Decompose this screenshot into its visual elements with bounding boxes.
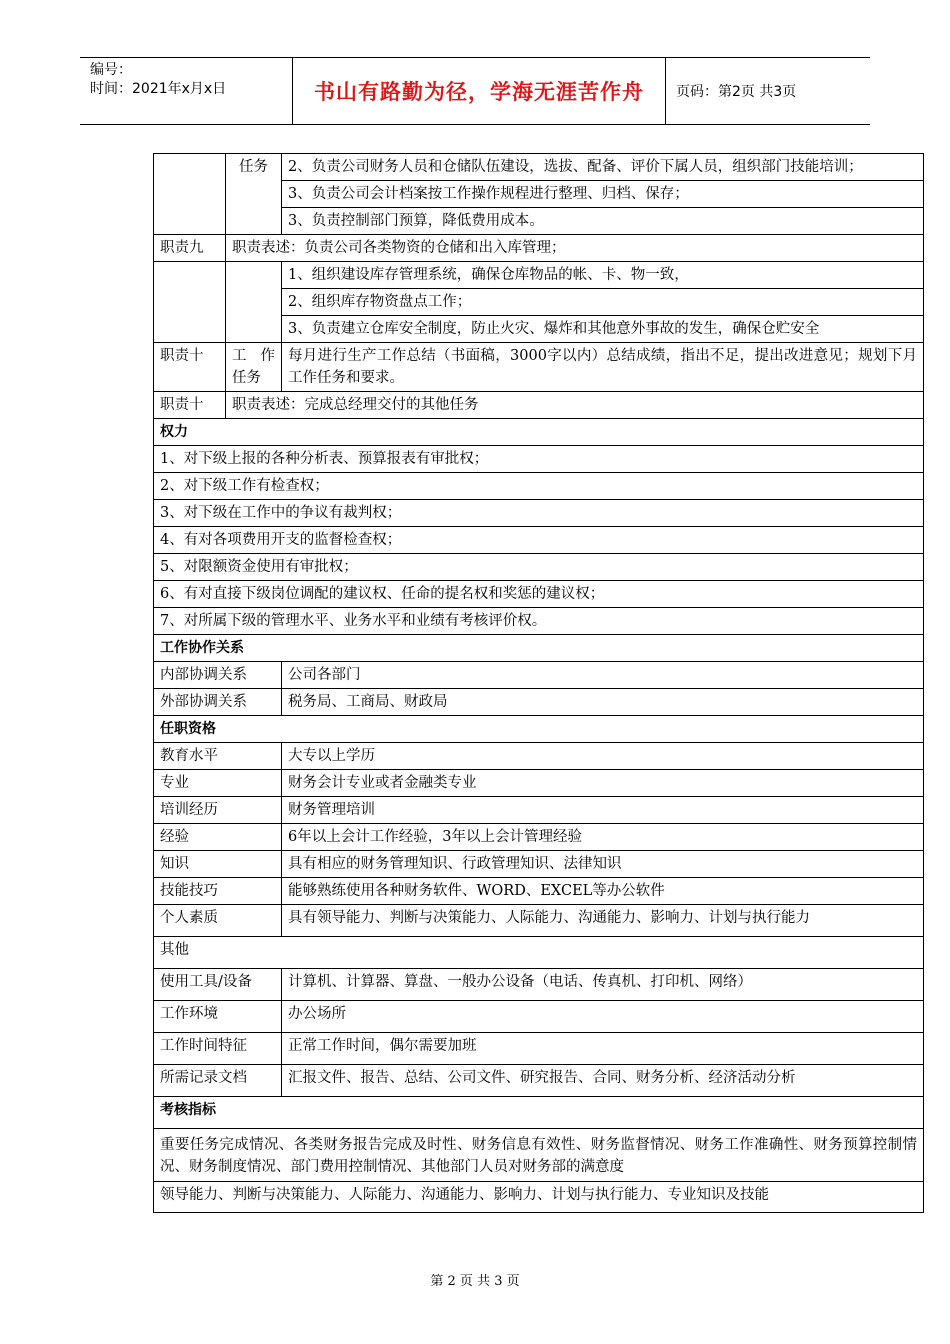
task-item: 3、负责建立仓库安全制度，防止火灾、爆炸和其他意外事故的发生，确保仓贮安全 <box>282 316 924 343</box>
table-row <box>154 235 924 262</box>
table-row <box>154 905 924 937</box>
page-header <box>80 57 870 125</box>
section-title-authority: 权力 <box>154 419 924 446</box>
header-page-info: 页码：第2页 共3页 <box>676 84 797 100</box>
row-value: 公司各部门 <box>282 662 924 689</box>
table-row <box>154 419 924 446</box>
row-value: 财务管理培训 <box>282 797 924 824</box>
authority-item: 7、对所属下级的管理水平、业务水平和业绩有考核评价权。 <box>154 608 924 635</box>
section-title-assessment: 考核指标 <box>154 1097 924 1129</box>
row-value: 能够熟练使用各种财务软件、WORD、EXCEL等办公软件 <box>282 878 924 905</box>
assessment-item: 领导能力、判断与决策能力、人际能力、沟通能力、影响力、计划与执行能力、专业知识及技能 <box>154 1182 924 1213</box>
task-item: 每月进行生产工作总结（书面稿，3000字以内）总结成绩，指出不足，提出改进意见；规划下月工作任务和要求。 <box>282 343 924 392</box>
list-item <box>154 581 924 608</box>
table-row <box>154 1065 924 1097</box>
row-label: 外部协调关系 <box>154 689 282 716</box>
authority-item: 6、有对直接下级岗位调配的建议权、任命的提名权和奖惩的建议权； <box>154 581 924 608</box>
task-item: 3、负责控制部门预算，降低费用成本。 <box>282 208 924 235</box>
table-row <box>154 743 924 770</box>
list-item <box>154 500 924 527</box>
list-item <box>154 473 924 500</box>
duty-label-cell <box>154 262 226 343</box>
table-row <box>154 689 924 716</box>
table-row <box>154 937 924 969</box>
task-item: 2、组织库存物资盘点工作； <box>282 289 924 316</box>
table-row <box>154 262 924 289</box>
list-item <box>154 1129 924 1182</box>
row-label: 所需记录文档 <box>154 1065 282 1097</box>
table-row <box>154 635 924 662</box>
row-value: 大专以上学历 <box>282 743 924 770</box>
table-row <box>154 392 924 419</box>
task-label-cell <box>226 262 282 343</box>
row-label: 教育水平 <box>154 743 282 770</box>
table-row <box>154 1001 924 1033</box>
job-description-table <box>153 153 924 1213</box>
task-label: 工 作 任务 <box>226 343 282 392</box>
row-label: 培训经历 <box>154 797 282 824</box>
task-item: 3、负责公司会计档案按工作操作规程进行整理、归档、保存； <box>282 181 924 208</box>
authority-item: 3、对下级在工作中的争议有裁判权； <box>154 500 924 527</box>
list-item <box>154 608 924 635</box>
table-row <box>154 343 924 392</box>
task-item: 1、组织建设库存管理系统，确保仓库物品的帐、卡、物一致， <box>282 262 924 289</box>
header-motto: 书山有路勤为径，学海无涯苦作舟 <box>293 58 666 124</box>
table-row <box>154 770 924 797</box>
row-value: 6年以上会计工作经验，3年以上会计管理经验 <box>282 824 924 851</box>
row-value: 具有相应的财务管理知识、行政管理知识、法律知识 <box>282 851 924 878</box>
list-item <box>154 527 924 554</box>
row-value: 办公场所 <box>282 1001 924 1033</box>
row-value: 具有领导能力、判断与决策能力、人际能力、沟通能力、影响力、计划与执行能力 <box>282 905 924 937</box>
table-row <box>154 851 924 878</box>
list-item <box>154 554 924 581</box>
table-row <box>154 154 924 181</box>
row-value: 税务局、工商局、财政局 <box>282 689 924 716</box>
duty-statement: 职责表述：完成总经理交付的其他任务 <box>226 392 924 419</box>
table-row <box>154 1033 924 1065</box>
task-label: 任务 <box>226 154 282 235</box>
section-title-cooperation: 工作协作关系 <box>154 635 924 662</box>
row-label: 技能技巧 <box>154 878 282 905</box>
table-row <box>154 824 924 851</box>
section-title-other: 其他 <box>154 937 924 969</box>
row-label: 个人素质 <box>154 905 282 937</box>
duty-label-cell <box>154 154 226 235</box>
row-label: 工作时间特征 <box>154 1033 282 1065</box>
table-row <box>154 716 924 743</box>
assessment-item: 重要任务完成情况、各类财务报告完成及时性、财务信息有效性、财务监督情况、财务工作准确性、财务预算控制情况、财务制度情况、部门费用控制情况、其他部门人员对财务部的满意度 <box>154 1129 924 1182</box>
row-label: 使用工具/设备 <box>154 969 282 1001</box>
row-value: 汇报文件、报告、总结、公司文件、研究报告、合同、财务分析、经济活动分析 <box>282 1065 924 1097</box>
duty-statement: 职责表述：负责公司各类物资的仓储和出入库管理； <box>226 235 924 262</box>
section-title-qualification: 任职资格 <box>154 716 924 743</box>
duty-label: 职责九 <box>154 235 226 262</box>
table-row <box>154 969 924 1001</box>
row-label: 专业 <box>154 770 282 797</box>
row-value: 正常工作时间，偶尔需要加班 <box>282 1033 924 1065</box>
list-item <box>154 1182 924 1213</box>
row-value: 计算机、计算器、算盘、一般办公设备（电话、传真机、打印机、网络） <box>282 969 924 1001</box>
document-time: 时间：2021年x月x日 <box>90 81 227 97</box>
table-row <box>154 1097 924 1129</box>
authority-item: 5、对限额资金使用有审批权； <box>154 554 924 581</box>
header-meta <box>80 58 293 124</box>
authority-item: 1、对下级上报的各种分析表、预算报表有审批权； <box>154 446 924 473</box>
row-label: 内部协调关系 <box>154 662 282 689</box>
row-label: 知识 <box>154 851 282 878</box>
task-item: 2、负责公司财务人员和仓储队伍建设，选拔、配备、评价下属人员，组织部门技能培训； <box>282 154 924 181</box>
authority-item: 2、对下级工作有检查权； <box>154 473 924 500</box>
list-item <box>154 446 924 473</box>
duty-label: 职责十 <box>154 343 226 392</box>
row-label: 经验 <box>154 824 282 851</box>
table-row <box>154 797 924 824</box>
table-row <box>154 662 924 689</box>
duty-label: 职责十 <box>154 392 226 419</box>
document-number: 编号： <box>90 62 132 78</box>
authority-item: 4、有对各项费用开支的监督检查权； <box>154 527 924 554</box>
table-row <box>154 878 924 905</box>
row-label: 工作环境 <box>154 1001 282 1033</box>
row-value: 财务会计专业或者金融类专业 <box>282 770 924 797</box>
page-footer: 第 2 页 共 3 页 <box>430 1274 520 1289</box>
